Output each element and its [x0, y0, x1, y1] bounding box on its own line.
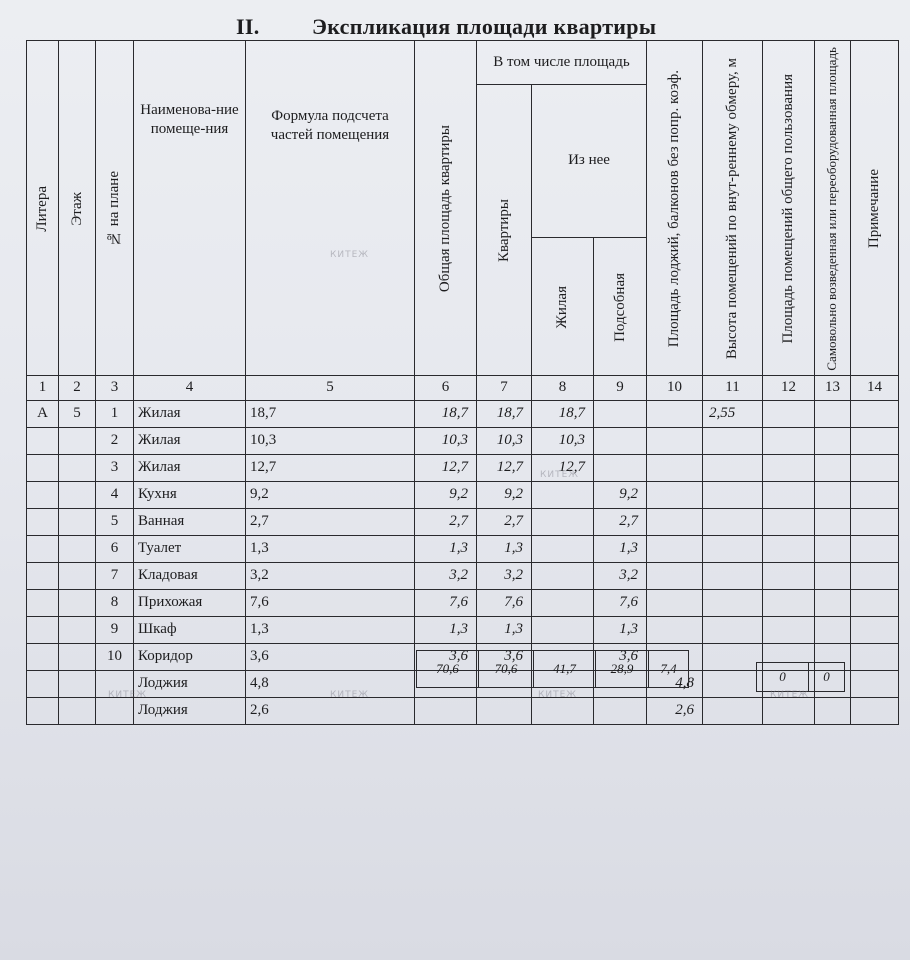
cell-formula: 2,7 — [246, 508, 415, 535]
cell-living-area — [532, 562, 594, 589]
cell-apartment-area: 10,3 — [477, 427, 532, 454]
totals-common-table — [756, 662, 845, 692]
cell-floor — [59, 454, 96, 481]
cell-height — [703, 697, 763, 724]
column-number-row — [27, 375, 899, 400]
cell-apartment-area: 18,7 — [477, 400, 532, 427]
cell-apartment-area: 12,7 — [477, 454, 532, 481]
cell-common — [763, 535, 815, 562]
cell-height: 2,55 — [703, 400, 763, 427]
cell-litera — [27, 535, 59, 562]
cell-common — [763, 562, 815, 589]
cell-auxiliary-area: 1,3 — [594, 535, 647, 562]
cell-floor — [59, 508, 96, 535]
cell-living-area: 12,7 — [532, 454, 594, 481]
column-number: 7 — [477, 375, 532, 400]
cell-floor — [59, 481, 96, 508]
cell-plan-no: 7 — [96, 562, 134, 589]
cell-room-name: Жилая — [134, 454, 246, 481]
cell-plan-no: 4 — [96, 481, 134, 508]
cell-living-area — [532, 535, 594, 562]
header-of-which: Из нее — [532, 85, 647, 238]
watermark: КИТЕЖ — [330, 250, 370, 260]
cell-common — [763, 427, 815, 454]
cell-height — [703, 481, 763, 508]
cell-auxiliary-area: 7,6 — [594, 589, 647, 616]
cell-litera — [27, 427, 59, 454]
column-number: 11 — [703, 375, 763, 400]
cell-floor — [59, 427, 96, 454]
cell-formula: 9,2 — [246, 481, 415, 508]
table-row — [27, 697, 899, 724]
cell-apartment-area — [477, 697, 532, 724]
cell-note — [851, 670, 899, 697]
cell-room-name: Кладовая — [134, 562, 246, 589]
cell-note — [851, 616, 899, 643]
cell-floor — [59, 562, 96, 589]
cell-unauthorized — [815, 454, 851, 481]
cell-floor — [59, 697, 96, 724]
cell-formula: 1,3 — [246, 535, 415, 562]
cell-common — [763, 589, 815, 616]
header-common: Площадь помещений общего пользования — [763, 41, 815, 376]
cell-auxiliary-area: 3,6 — [594, 643, 647, 670]
cell-living-area: 10,3 — [532, 427, 594, 454]
cell-loggia-area — [647, 562, 703, 589]
watermark: КИТЕЖ — [330, 690, 370, 700]
cell-formula: 10,3 — [246, 427, 415, 454]
cell-litera: А — [27, 400, 59, 427]
cell-floor — [59, 670, 96, 697]
cell-height — [703, 670, 763, 697]
cell-total-area: 7,6 — [415, 589, 477, 616]
cell-room-name: Шкаф — [134, 616, 246, 643]
cell-loggia-area: 2,6 — [647, 697, 703, 724]
cell-auxiliary-area — [594, 697, 647, 724]
header-height: Высота помещений по внут-реннему обмеру, м — [703, 41, 763, 376]
cell-unauthorized — [815, 562, 851, 589]
section-number: II. — [236, 14, 260, 39]
cell-formula: 4,8 — [246, 670, 415, 697]
cell-litera — [27, 454, 59, 481]
cell-note — [851, 562, 899, 589]
cell-total-area: 12,7 — [415, 454, 477, 481]
cell-auxiliary-area: 1,3 — [594, 616, 647, 643]
cell-note — [851, 697, 899, 724]
cell-apartment-area: 3,2 — [477, 562, 532, 589]
cell-living-area — [532, 697, 594, 724]
header-room-name: Наименова-ние помеще-ния — [134, 41, 246, 376]
cell-formula: 1,3 — [246, 616, 415, 643]
cell-note — [851, 454, 899, 481]
cell-auxiliary-area: 3,2 — [594, 562, 647, 589]
cell-unauthorized — [815, 589, 851, 616]
table-row — [27, 481, 899, 508]
cell-plan-no: 5 — [96, 508, 134, 535]
table-row — [27, 562, 899, 589]
cell-total-area: 1,3 — [415, 616, 477, 643]
cell-total-area: 18,7 — [415, 400, 477, 427]
cell-litera — [27, 481, 59, 508]
column-number: 6 — [415, 375, 477, 400]
cell-common — [763, 481, 815, 508]
cell-loggia-area — [647, 481, 703, 508]
header-note: Примечание — [851, 41, 899, 376]
cell-room-name: Жилая — [134, 427, 246, 454]
total-living-sum: 41,7 — [534, 651, 596, 688]
cell-formula: 3,6 — [246, 643, 415, 670]
cell-plan-no: 9 — [96, 616, 134, 643]
cell-living-area — [532, 508, 594, 535]
cell-height — [703, 616, 763, 643]
cell-apartment-area: 1,3 — [477, 616, 532, 643]
total-area-sum: 70,6 — [417, 651, 479, 688]
column-number: 14 — [851, 375, 899, 400]
cell-height — [703, 643, 763, 670]
cell-litera — [27, 508, 59, 535]
cell-total-area: 2,7 — [415, 508, 477, 535]
cell-litera — [27, 697, 59, 724]
cell-note — [851, 589, 899, 616]
table-row — [27, 400, 899, 427]
section-title: Экспликация площади квартиры — [312, 14, 657, 39]
cell-note — [851, 481, 899, 508]
column-number: 13 — [815, 375, 851, 400]
total-unauthorized-sum: 0 — [809, 663, 845, 692]
cell-auxiliary-area — [594, 454, 647, 481]
cell-room-name: Жилая — [134, 400, 246, 427]
column-number: 3 — [96, 375, 134, 400]
cell-plan-no: 10 — [96, 643, 134, 670]
watermark: КИТЕЖ — [540, 470, 580, 480]
column-number: 4 — [134, 375, 246, 400]
total-auxiliary-sum: 28,9 — [596, 651, 649, 688]
cell-litera — [27, 643, 59, 670]
cell-room-name: Ванная — [134, 508, 246, 535]
cell-loggia-area — [647, 589, 703, 616]
total-apartment-sum: 70,6 — [479, 651, 534, 688]
table-row — [27, 535, 899, 562]
cell-unauthorized — [815, 427, 851, 454]
cell-plan-no: 3 — [96, 454, 134, 481]
header-living: Жилая — [532, 237, 594, 375]
cell-room-name: Прихожая — [134, 589, 246, 616]
header-auxiliary: Подсобная — [594, 237, 647, 375]
cell-litera — [27, 589, 59, 616]
cell-total-area: 1,3 — [415, 535, 477, 562]
cell-room-name: Лоджия — [134, 697, 246, 724]
cell-unauthorized — [815, 481, 851, 508]
cell-litera — [27, 562, 59, 589]
cell-auxiliary-area — [594, 400, 647, 427]
cell-loggia-area — [647, 427, 703, 454]
cell-floor — [59, 616, 96, 643]
header-total-area: Общая площадь квартиры — [415, 41, 477, 376]
cell-note — [851, 400, 899, 427]
column-number: 9 — [594, 375, 647, 400]
cell-common — [763, 697, 815, 724]
cell-formula: 12,7 — [246, 454, 415, 481]
cell-common — [763, 454, 815, 481]
cell-room-name: Коридор — [134, 643, 246, 670]
cell-auxiliary-area: 2,7 — [594, 508, 647, 535]
cell-formula: 3,2 — [246, 562, 415, 589]
cell-height — [703, 508, 763, 535]
cell-floor: 5 — [59, 400, 96, 427]
column-number: 10 — [647, 375, 703, 400]
cell-room-name: Туалет — [134, 535, 246, 562]
cell-plan-no — [96, 697, 134, 724]
cell-height — [703, 427, 763, 454]
cell-room-name: Кухня — [134, 481, 246, 508]
cell-unauthorized — [815, 535, 851, 562]
cell-common — [763, 400, 815, 427]
cell-height — [703, 454, 763, 481]
cell-total-area: 3,6 — [415, 643, 477, 670]
table-row — [27, 454, 899, 481]
cell-litera — [27, 670, 59, 697]
header-unauthorized: Самовольно возведенная или переоборудованная площадь — [815, 41, 851, 376]
cell-room-name: Лоджия — [134, 670, 246, 697]
cell-plan-no: 6 — [96, 535, 134, 562]
watermark: КИТЕЖ — [770, 690, 810, 700]
column-number: 12 — [763, 375, 815, 400]
cell-apartment-area: 1,3 — [477, 535, 532, 562]
table-row — [27, 616, 899, 643]
cell-auxiliary-area — [594, 427, 647, 454]
cell-living-area — [532, 616, 594, 643]
cell-loggia-area — [647, 454, 703, 481]
cell-plan-no: 8 — [96, 589, 134, 616]
cell-apartment-area: 9,2 — [477, 481, 532, 508]
cell-apartment-area: 3,6 — [477, 643, 532, 670]
cell-height — [703, 589, 763, 616]
column-number: 1 — [27, 375, 59, 400]
cell-floor — [59, 589, 96, 616]
cell-note — [851, 427, 899, 454]
header-plan-no: № на плане — [96, 41, 134, 376]
cell-formula: 7,6 — [246, 589, 415, 616]
cell-total-area — [415, 697, 477, 724]
explication-table — [26, 40, 899, 725]
cell-living-area: 18,7 — [532, 400, 594, 427]
cell-living-area — [532, 589, 594, 616]
cell-total-area: 3,2 — [415, 562, 477, 589]
cell-unauthorized — [815, 616, 851, 643]
header-formula: Формула подсчета частей помещения — [246, 41, 415, 376]
cell-loggia-area: 4,8 — [647, 670, 703, 697]
cell-common — [763, 508, 815, 535]
cell-note — [851, 535, 899, 562]
cell-apartment-area: 2,7 — [477, 508, 532, 535]
header-floor: Этаж — [59, 41, 96, 376]
cell-total-area: 9,2 — [415, 481, 477, 508]
column-number: 5 — [246, 375, 415, 400]
column-number: 2 — [59, 375, 96, 400]
column-number: 8 — [532, 375, 594, 400]
totals-table — [416, 650, 689, 688]
total-loggia-sum: 7,4 — [649, 651, 689, 688]
cell-loggia-area — [647, 508, 703, 535]
watermark: КИТЕЖ — [108, 690, 148, 700]
header-loggias: Площадь лоджий, балконов без попр. коэф. — [647, 41, 703, 376]
cell-loggia-area — [647, 400, 703, 427]
cell-loggia-area — [647, 616, 703, 643]
cell-unauthorized — [815, 508, 851, 535]
cell-height — [703, 562, 763, 589]
cell-total-area: 10,3 — [415, 427, 477, 454]
cell-plan-no: 1 — [96, 400, 134, 427]
cell-formula: 2,6 — [246, 697, 415, 724]
header-litera: Литера — [27, 41, 59, 376]
cell-unauthorized — [815, 400, 851, 427]
cell-floor — [59, 643, 96, 670]
cell-unauthorized — [815, 697, 851, 724]
cell-common — [763, 616, 815, 643]
table-row — [27, 589, 899, 616]
header-apartment: Квартиры — [477, 85, 532, 376]
cell-height — [703, 535, 763, 562]
cell-plan-no: 2 — [96, 427, 134, 454]
table-row — [27, 508, 899, 535]
cell-apartment-area: 7,6 — [477, 589, 532, 616]
cell-living-area — [532, 481, 594, 508]
cell-floor — [59, 535, 96, 562]
total-common-sum: 0 — [757, 663, 809, 692]
watermark: КИТЕЖ — [538, 690, 578, 700]
header-including: В том числе площадь — [477, 41, 647, 85]
table-row — [27, 427, 899, 454]
cell-note — [851, 643, 899, 670]
cell-litera — [27, 616, 59, 643]
cell-auxiliary-area: 9,2 — [594, 481, 647, 508]
cell-note — [851, 508, 899, 535]
cell-formula: 18,7 — [246, 400, 415, 427]
cell-loggia-area — [647, 535, 703, 562]
